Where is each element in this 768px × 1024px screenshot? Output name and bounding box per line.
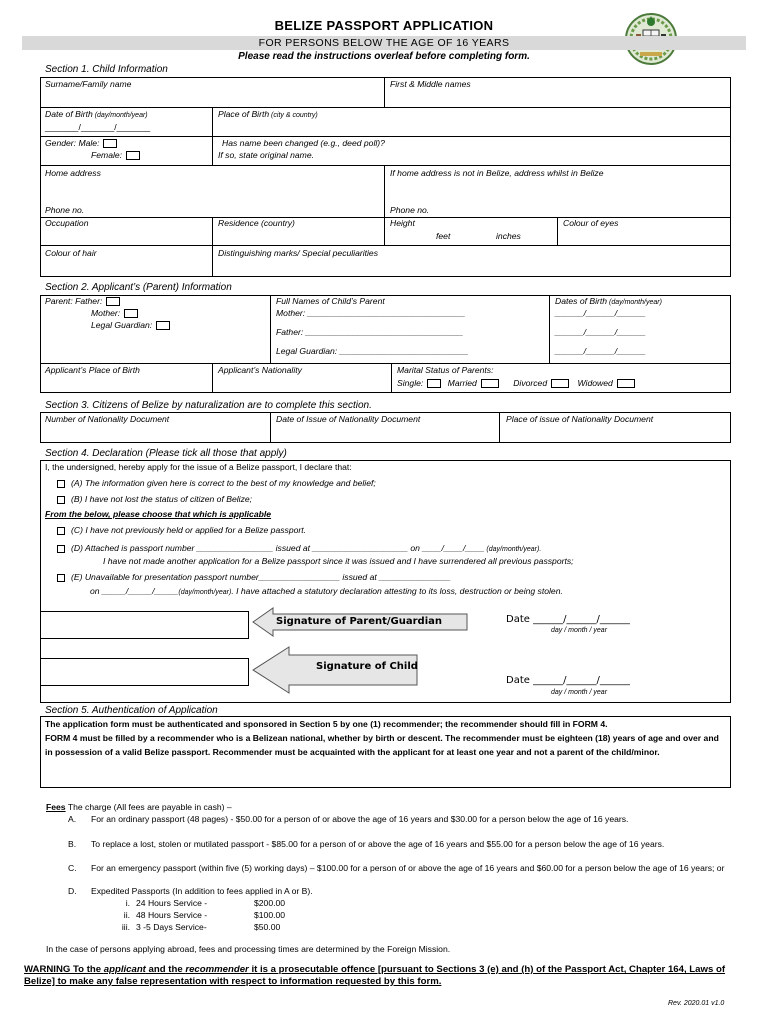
mother-checkbox[interactable]	[124, 309, 138, 318]
fees-abroad-note: In the case of persons applying abroad, fees and processing times are determined by the Foreign Mission.	[46, 944, 451, 954]
dob-field[interactable]: _______/_______/_______	[45, 122, 151, 132]
marital-options: Single: Married Divorced Widowed	[397, 378, 635, 389]
section1-heading: Section 1. Child Information	[45, 64, 168, 75]
fee-sub-i-key: i.	[125, 898, 130, 908]
mother-label: Mother:	[91, 308, 138, 319]
declaration-e-checkbox[interactable]	[57, 574, 65, 582]
declaration-d-line2: I have not made another application for a Belize passport since it was issued and I have surrendered all previous passports;	[103, 556, 574, 566]
guardian-label: Legal Guardian:	[91, 320, 170, 331]
fee-sub-i-value: $200.00	[254, 898, 286, 908]
date-parent-format: day / month / year	[551, 627, 608, 634]
fee-sub-i-text: 24 Hours Service -	[136, 898, 208, 908]
section3-heading: Section 3. Citizens of Belize by naturalization are to complete this section.	[45, 400, 372, 411]
guardian-checkbox[interactable]	[156, 321, 170, 330]
date-child-format: day / month / year	[551, 689, 608, 696]
nationality-doc-place-label: Place of issue of Nationality Document	[506, 414, 654, 424]
declaration-c: (C) I have not previously held or applied for a Belize passport.	[57, 525, 306, 536]
fee-sub-ii-text: 48 Hours Service -	[136, 910, 208, 920]
married-checkbox[interactable]	[481, 379, 499, 388]
inches-label: inches	[496, 231, 521, 241]
nationality-doc-number-label: Number of Nationality Document	[45, 414, 170, 424]
declaration-b: (B) I have not lost the status of citizen of Belize;	[57, 494, 252, 505]
child-signature-box[interactable]	[40, 658, 249, 686]
fee-b-text: To replace a lost, stolen or mutilated passport - $85.00 for a person of or above the age of 16 years and $55.00 for a person below the age of 16 years.	[91, 839, 665, 849]
guardian-name-field[interactable]: Legal Guardian: ___________________________	[276, 346, 469, 356]
fee-d-text: Expedited Passports (In addition to fees applied in A or B).	[91, 886, 313, 896]
guardian-dob-field[interactable]: ______/______/______	[555, 346, 646, 356]
fee-sub-iii-key: iii.	[121, 922, 130, 932]
widowed-checkbox[interactable]	[617, 379, 635, 388]
nationality-doc-date-label: Date of Issue of Nationality Document	[276, 414, 421, 424]
single-checkbox[interactable]	[427, 379, 441, 388]
father-dob-field[interactable]: ______/______/______	[555, 327, 646, 337]
declaration-d-checkbox[interactable]	[57, 545, 65, 553]
section2-heading: Section 2. Applicant’s (Parent) Information	[45, 282, 232, 293]
declaration-a: (A) The information given here is correct to the best of my knowledge and belief;	[57, 478, 376, 489]
date-child-field[interactable]: Date ______/______/______	[506, 675, 630, 686]
fee-a-key: A.	[68, 814, 77, 824]
height-label: Height	[390, 218, 415, 228]
belize-address-label: If home address is not in Belize, address whilst in Belize	[390, 168, 604, 178]
declaration-c-checkbox[interactable]	[57, 527, 65, 535]
form-subtitle: FOR PERSONS BELOW THE AGE OF 16 YEARS	[22, 36, 746, 50]
fee-sub-iii-text: 3 -5 Days Service-	[136, 922, 207, 932]
original-name-label: If so, state original name.	[218, 150, 315, 160]
father-checkbox[interactable]	[106, 297, 120, 306]
first-names-label: First & Middle names	[390, 79, 471, 89]
authentication-text: The application form must be authenticated and sponsored in Section 5 by one (1) recommender; the recommender should fill in FORM 4. FORM 4 must be filled by a recommender who is a Belizean national, whether by birth or descent. The recommender must be eighteen (18) years of age and over and in possession of a valid Belize passport. Recommender must be acquainted with the applicant for at least one year and not a parent of the child/minor.	[45, 719, 719, 757]
dob-label: Date of Birth (day/month/year)	[45, 109, 148, 119]
eyes-label: Colour of eyes	[563, 218, 619, 228]
mother-name-field[interactable]: Mother: _________________________________	[276, 308, 466, 318]
fee-sub-ii-key: ii.	[123, 910, 130, 920]
warning-text: WARNING To the applicant and the recommender it is a prosecutable offence [pursuant to Sections 3 (e) and (h) of the Passport Act, Chapter 164, Laws of Belize] to make any false representation with respect to information requested by this form.	[24, 964, 726, 987]
fee-c-text: For an emergency passport (within five (5) working days) – $100.00 for a person of or above the age of 16 years and $60.00 for a person below the age of 16 years; or	[91, 863, 725, 873]
feet-label: feet	[436, 231, 451, 241]
parent-signature-box[interactable]	[40, 611, 249, 639]
declaration-d: (D) Attached is passport number ________________ issued at ____________________ on ____/____/____ (day/month/year).	[57, 543, 541, 555]
fee-sub-ii-value: $100.00	[254, 910, 286, 920]
full-names-label: Full Names of Child’s Parent	[276, 296, 385, 306]
parent-signature-label: Signature of Parent/Guardian	[276, 616, 442, 627]
applicant-nationality-label: Applicant’s Nationality	[218, 365, 302, 375]
dates-label: Dates of Birth (day/month/year)	[555, 296, 662, 306]
gender-label: Gender: Male:	[45, 138, 117, 149]
instructions: Please read the instructions overleaf before completing form.	[238, 51, 530, 62]
phone-label: Phone no.	[45, 205, 85, 215]
declaration-intro: I, the undersigned, hereby apply for the issue of a Belize passport, I declare that:	[45, 462, 352, 472]
fee-d-key: D.	[68, 886, 77, 896]
section4-heading: Section 4. Declaration (Please tick all those that apply)	[45, 448, 287, 459]
father-name-field[interactable]: Father: _________________________________	[276, 327, 464, 337]
declaration-a-checkbox[interactable]	[57, 480, 65, 488]
home-address-label: Home address	[45, 168, 101, 178]
hair-label: Colour of hair	[45, 248, 97, 258]
fee-b-key: B.	[68, 839, 77, 849]
declaration-e: (E) Unavailable for presentation passport number_________________ issued at _______________	[57, 572, 451, 583]
fee-a-text: For an ordinary passport (48 pages) - $50.00 for a person of or above the age of 16 years and $30.00 for a person below the age of 16 years.	[91, 814, 629, 824]
declaration-b-checkbox[interactable]	[57, 496, 65, 504]
divorced-checkbox[interactable]	[551, 379, 569, 388]
marks-label: Distinguishing marks/ Special peculiarities	[218, 248, 379, 258]
fee-c-key: C.	[68, 863, 77, 873]
declaration-e-line2: on _____/_____/_____(day/month/year). I have attached a statutory declaration attesting to its loss, destruction or being stolen.	[90, 586, 563, 596]
mother-dob-field[interactable]: ______/______/______	[555, 308, 646, 318]
date-parent-field[interactable]: Date ______/______/______	[506, 614, 630, 625]
female-label: Female:	[91, 150, 140, 161]
phone-label-2: Phone no.	[390, 205, 430, 215]
applicant-pob-label: Applicant’s Place of Birth	[45, 365, 140, 375]
form-title: BELIZE PASSPORT APPLICATION	[274, 18, 494, 33]
male-checkbox[interactable]	[103, 139, 117, 148]
parent-label: Parent: Father:	[45, 296, 120, 307]
name-changed-label: Has name been changed (e.g., deed poll)?	[222, 138, 385, 148]
pob-label: Place of Birth (city & country)	[218, 109, 318, 119]
female-checkbox[interactable]	[126, 151, 140, 160]
occupation-label: Occupation	[45, 218, 89, 228]
section5-heading: Section 5. Authentication of Application	[45, 705, 218, 716]
child-signature-label: Signature of Child	[316, 661, 418, 672]
marital-label: Marital Status of Parents:	[397, 365, 494, 375]
fees-heading: Fees The charge (All fees are payable in cash) –	[46, 802, 232, 812]
fee-sub-iii-value: $50.00	[254, 922, 281, 932]
surname-label: Surname/Family name	[45, 79, 132, 89]
revision-label: Rev. 2020.01 v1.0	[668, 1000, 725, 1007]
residence-label: Residence (country)	[218, 218, 295, 228]
choose-applicable: From the below, please choose that which is applicable	[45, 509, 272, 519]
